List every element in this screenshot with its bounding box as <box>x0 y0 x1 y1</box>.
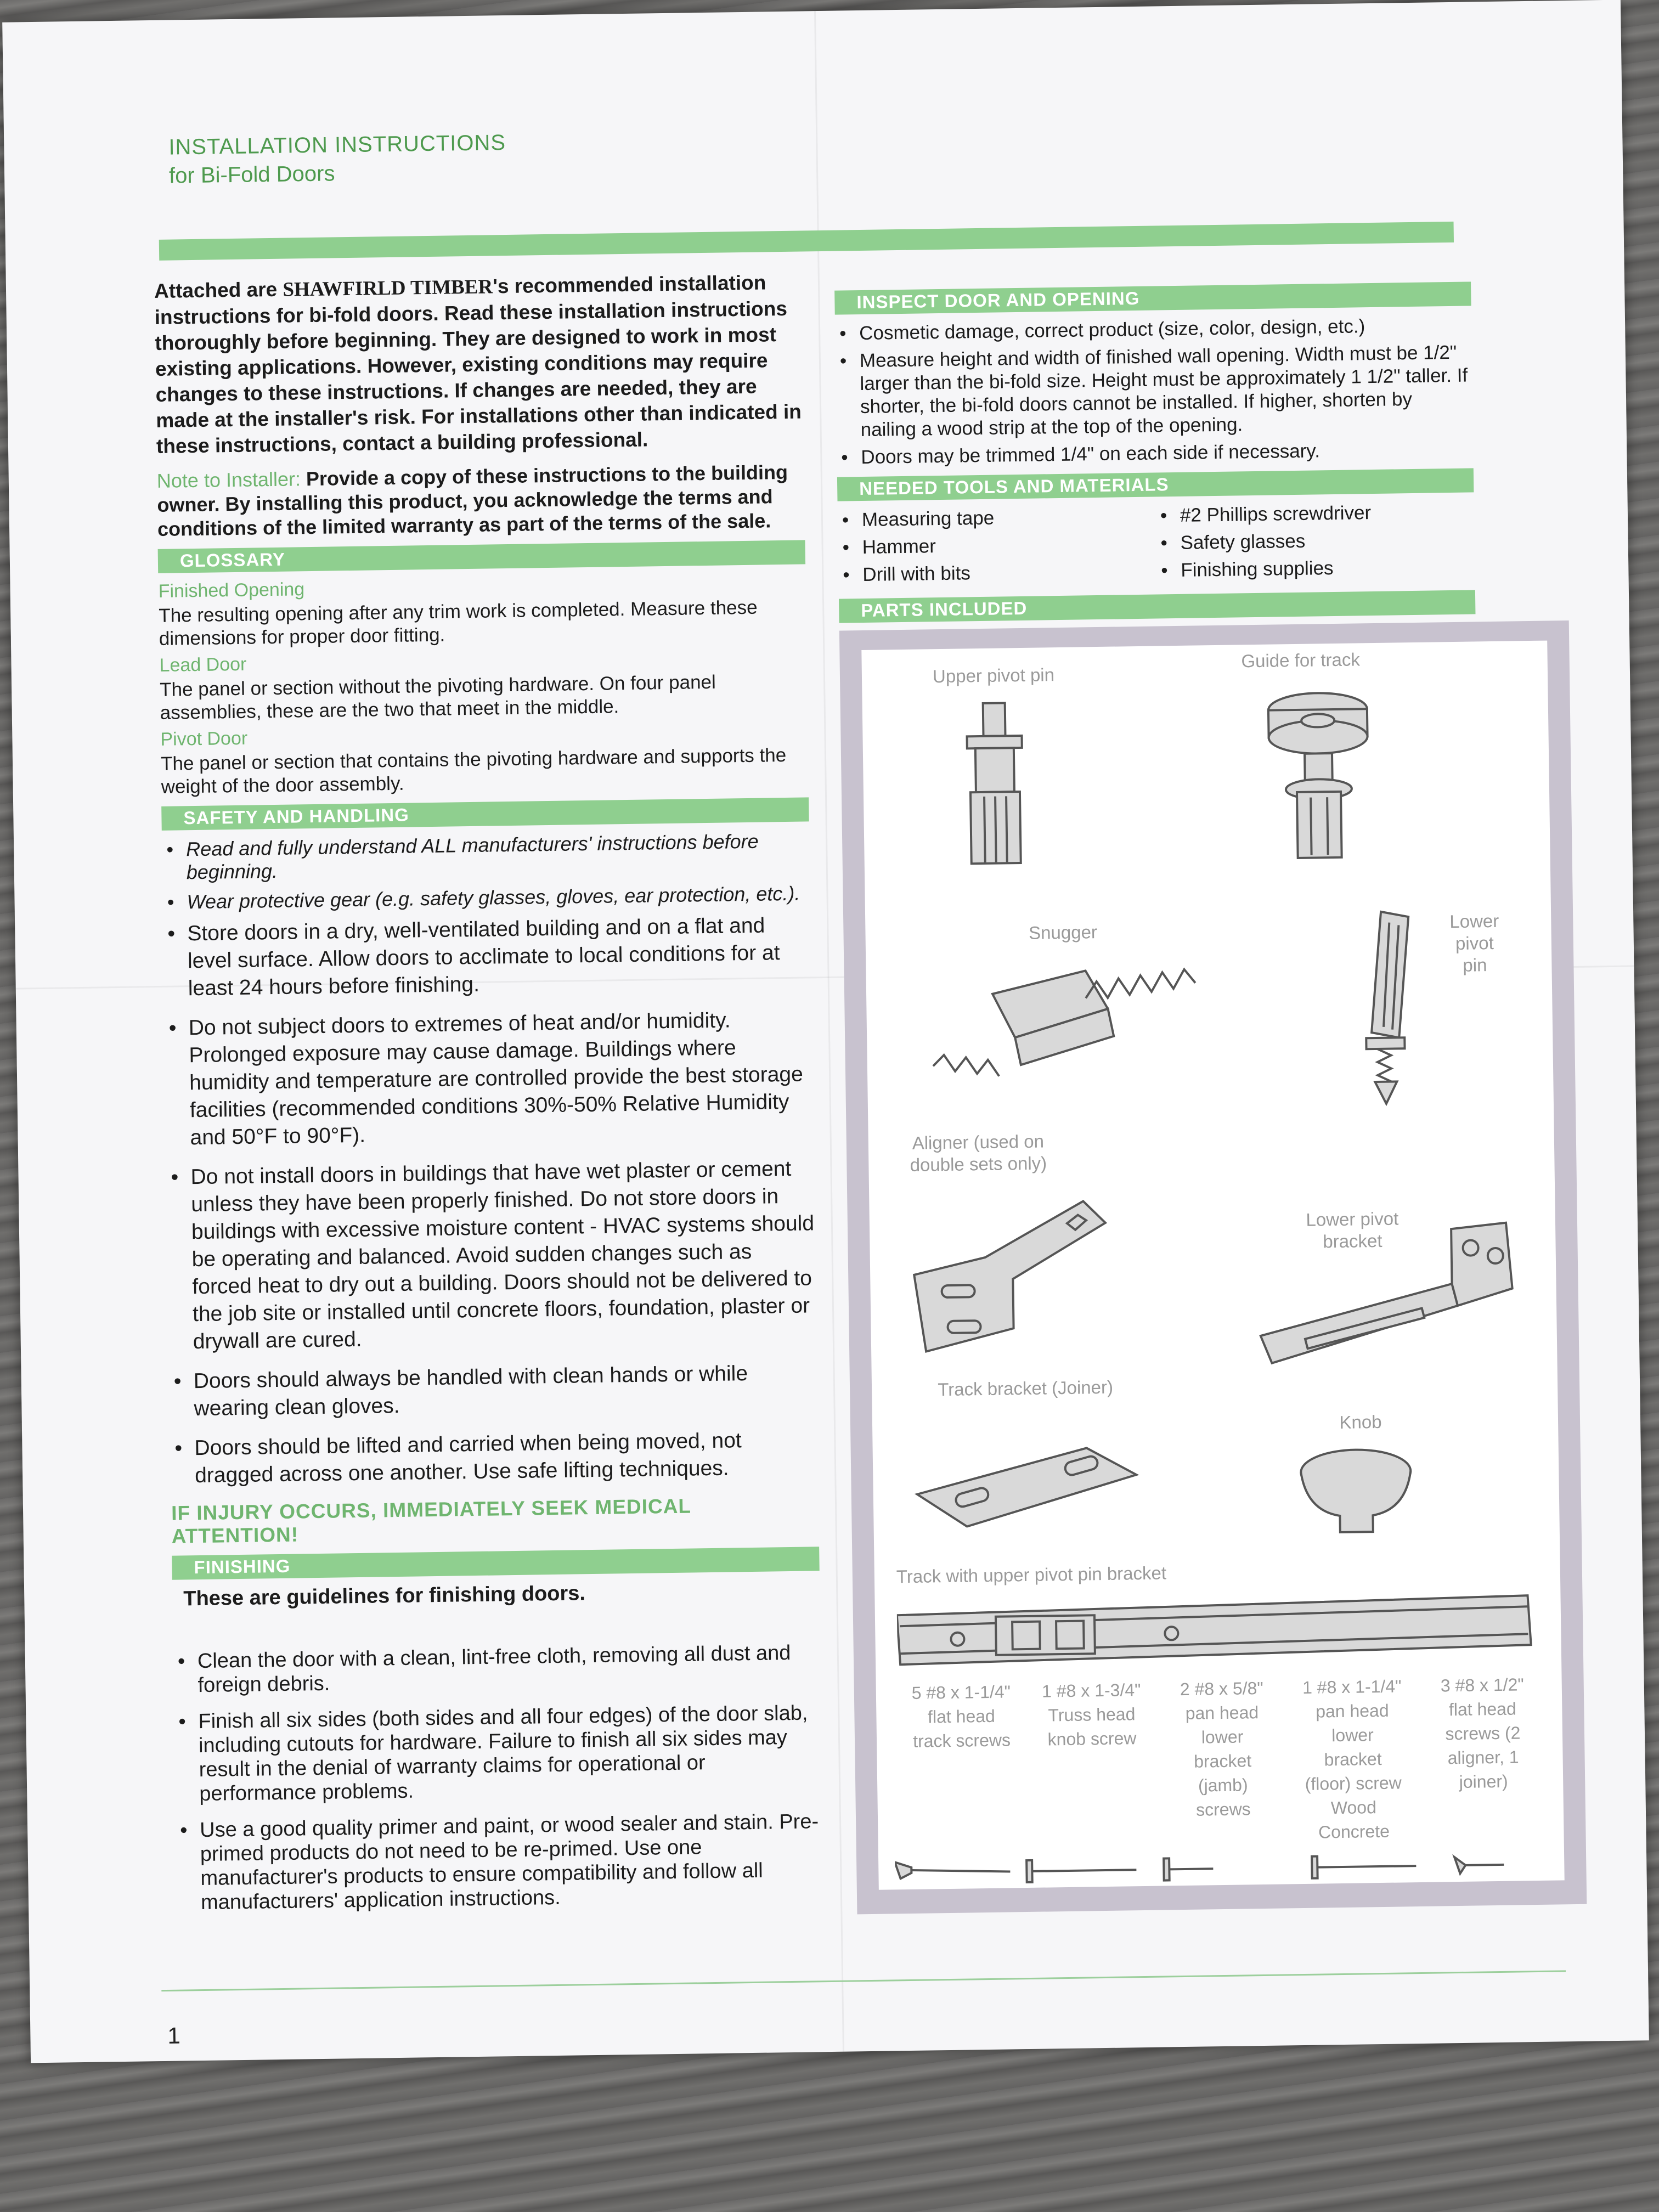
tools-heading: NEEDED TOOLS AND MATERIALS <box>837 468 1474 501</box>
list-item: • Drill with bits <box>838 559 1157 586</box>
knob-icon <box>1290 1443 1423 1544</box>
list-item: • Clean the door with a clean, lint-free cloth, removing all dust and foreign debris. <box>173 1640 821 1697</box>
wood-label: Wood <box>1330 1797 1377 1818</box>
screw-knob-label: 1 #8 x 1-3/4" Truss head knob screw <box>1041 1680 1141 1750</box>
lower-pivot-bracket-label: Lower pivot bracket <box>1306 1208 1399 1252</box>
list-item: • Finish all six sides (both sides and all four edges) of the door slab, including cutouts for hardware. Failure to finish all six sides may result in the denial of warranty claims for operational or performance problems. <box>174 1701 822 1806</box>
glossary-term: Finished Opening <box>158 579 305 602</box>
list-item: • Measuring tape <box>838 505 1156 532</box>
list-item: • Doors should be lifted and carried when being moved, not dragged across one another. Use safe lifting techniques. <box>170 1426 818 1489</box>
header-rule <box>159 222 1454 261</box>
tools-list-left <box>838 505 1157 591</box>
lower-pivot-pin-label: Lower pivot pin <box>1449 910 1499 975</box>
snugger-icon <box>921 941 1208 1088</box>
note-label: Note to Installer: <box>156 467 301 492</box>
finishing-intro: These are guidelines for finishing doors. <box>183 1582 586 1611</box>
glossary-definition: The panel or section without the pivoting hardware. On four panel assemblies, these are the two that meet in the middle. <box>159 671 716 724</box>
glossary-heading: GLOSSARY <box>158 540 805 573</box>
tools-list-right <box>1156 500 1475 586</box>
list-item: • Safety glasses <box>1156 527 1475 555</box>
lower-pivot-bracket-icon <box>1248 1217 1536 1402</box>
safety-heading: SAFETY AND HANDLING <box>161 797 809 830</box>
installer-note <box>157 460 805 541</box>
parts-diagram <box>861 641 1564 1890</box>
guide-for-track-label: Guide for track <box>1241 649 1361 672</box>
snugger-label: Snugger <box>1028 922 1098 943</box>
track-guide-icon <box>1262 687 1375 870</box>
list-item: • #2 Phillips screwdriver <box>1156 500 1475 527</box>
screw-flat-label: 3 #8 x 1/2" flat head screws (2 aligner, 1 joiner) <box>1440 1674 1524 1792</box>
page-number: 1 <box>167 2022 181 2049</box>
track-bracket-label: Track bracket (Joiner) <box>938 1376 1114 1400</box>
note-text: Provide a copy of these instructions to the building owner. By installing this product, you acknowledge the terms and conditions of the limited warranty as part of the terms of the sale. <box>157 460 788 540</box>
concrete-label: Concrete <box>1318 1821 1390 1842</box>
finishing-list <box>173 1640 825 1915</box>
intro-lead: Attached are <box>154 278 283 302</box>
list-item: • Do not install doors in buildings that have wet plaster or cement unless they have been properly finished. Do not store doors in buildings with excessive moisture content - HVAC systems should be operating and balanced. Avoid sudden changes such as forced heat to dry out a building. Doors should not be delivered to the job site or installed until concrete floors, foundation, plaster or drywall are cured. <box>166 1155 816 1356</box>
list-item: • Doors should always be handled with clean hands or while wearing clean gloves. <box>169 1359 817 1423</box>
list-item: • Measure height and width of finished wall opening. Width must be 1/2" larger than the bi-fold size. Height must be approximately 1 1/2" taller. If shorter, the bi-fold doors cannot be installed. If higher, shorten by nailing a wood strip at the top of the opening. <box>836 341 1473 442</box>
screw-jamb-label: 2 #8 x 5/8" pan head lower bracket (jamb) screws <box>1180 1678 1263 1820</box>
upper-pivot-pin-icon <box>956 697 1035 874</box>
document-subtitle: for Bi-Fold Doors <box>168 161 335 188</box>
parts-panel <box>839 620 1587 1914</box>
upper-pivot-pin-label: Upper pivot pin <box>932 664 1055 687</box>
instruction-sheet <box>2 0 1649 2063</box>
glossary-definition: The resulting opening after any trim work is completed. Measure these dimensions for proper door fitting. <box>159 596 758 650</box>
list-item: • Use a good quality primer and paint, or wood sealer and stain. Pre-primed products do not need to be re-primed. Use one manufacturer's products to ensure compatibility and follow all manufacturers' application instructions. <box>176 1809 824 1915</box>
screw-floor-label <box>1300 1674 1406 1844</box>
brand-name: SHAWFIRLD TIMBER <box>283 275 493 301</box>
track-label: Track with upper pivot pin bracket <box>896 1562 1167 1587</box>
aligner-icon <box>902 1190 1124 1358</box>
screws-icon <box>895 1848 1554 1890</box>
inspect-list <box>835 313 1474 469</box>
list-item: • Hammer <box>838 532 1156 560</box>
list-item: • Wear protective gear (e.g. safety glasses, gloves, ear protection, etc.). <box>162 882 810 913</box>
intro-paragraph <box>154 269 804 459</box>
tools-list <box>838 500 1475 591</box>
lower-pivot-pin-icon <box>1348 905 1438 1115</box>
knob-label: Knob <box>1339 1411 1382 1432</box>
safety-list <box>162 829 818 1489</box>
glossary-list <box>158 572 808 798</box>
aligner-label: Aligner (used on double sets only) <box>910 1131 1047 1175</box>
finishing-heading: FINISHING <box>172 1547 819 1579</box>
intro-text: 's recommended installation instructions for bi-fold doors. Read these installation instructions thoroughly before beginning. They are designed to work in most existing applications. However, existing conditions may require changes to these instructions. If changes are needed, they are made at the installer's risk. For installations other than indicated in these instructions, contact a building professional. <box>154 271 802 458</box>
list-item: • Read and fully understand ALL manufacturers' instructions before beginning. <box>162 829 810 884</box>
glossary-term: Pivot Door <box>160 727 248 750</box>
parts-heading: PARTS INCLUDED <box>839 590 1476 623</box>
document-title: INSTALLATION INSTRUCTIONS <box>168 130 506 160</box>
list-item: • Finishing supplies <box>1156 555 1475 582</box>
track-bracket-icon <box>905 1414 1148 1538</box>
list-item: • Doors may be trimmed 1/4" on each side if necessary. <box>837 437 1473 469</box>
list-item: • Store doors in a dry, well-ventilated building and on a flat and level surface. Allow doors to acclimate to local conditions for at least 24 hours before finishing. <box>163 911 811 1002</box>
glossary-term: Lead Door <box>159 653 247 676</box>
screw-floor-text: 1 #8 x 1-1/4" pan head lower bracket (floor) screw <box>1302 1676 1402 1794</box>
right-column <box>834 259 1524 1914</box>
inspect-heading: INSPECT DOOR AND OPENING <box>834 281 1471 314</box>
glossary-definition: The panel or section that contains the pivoting hardware and supports the weight of the door assembly. <box>160 744 787 798</box>
screw-track-label: 5 #8 x 1-1/4" flat head track screws <box>911 1681 1011 1751</box>
left-column <box>154 269 825 1927</box>
footer-rule <box>161 1970 1566 1991</box>
screws-list <box>909 1672 1537 1850</box>
list-item: • Cosmetic damage, correct product (size, color, design, etc.) <box>835 313 1471 345</box>
list-item: • Do not subject doors to extremes of heat and/or humidity. Prolonged exposure may cause damage. Buildings where humidity and temperature are controlled provide the best storage facilities (recommended conditions 30%-50% Relative Humidity and 50°F to 90°F). <box>164 1006 813 1152</box>
track-icon <box>896 1584 1534 1670</box>
injury-warning: IF INJURY OCCURS, IMMEDIATELY SEEK MEDICAL ATTENTION! <box>171 1494 691 1548</box>
